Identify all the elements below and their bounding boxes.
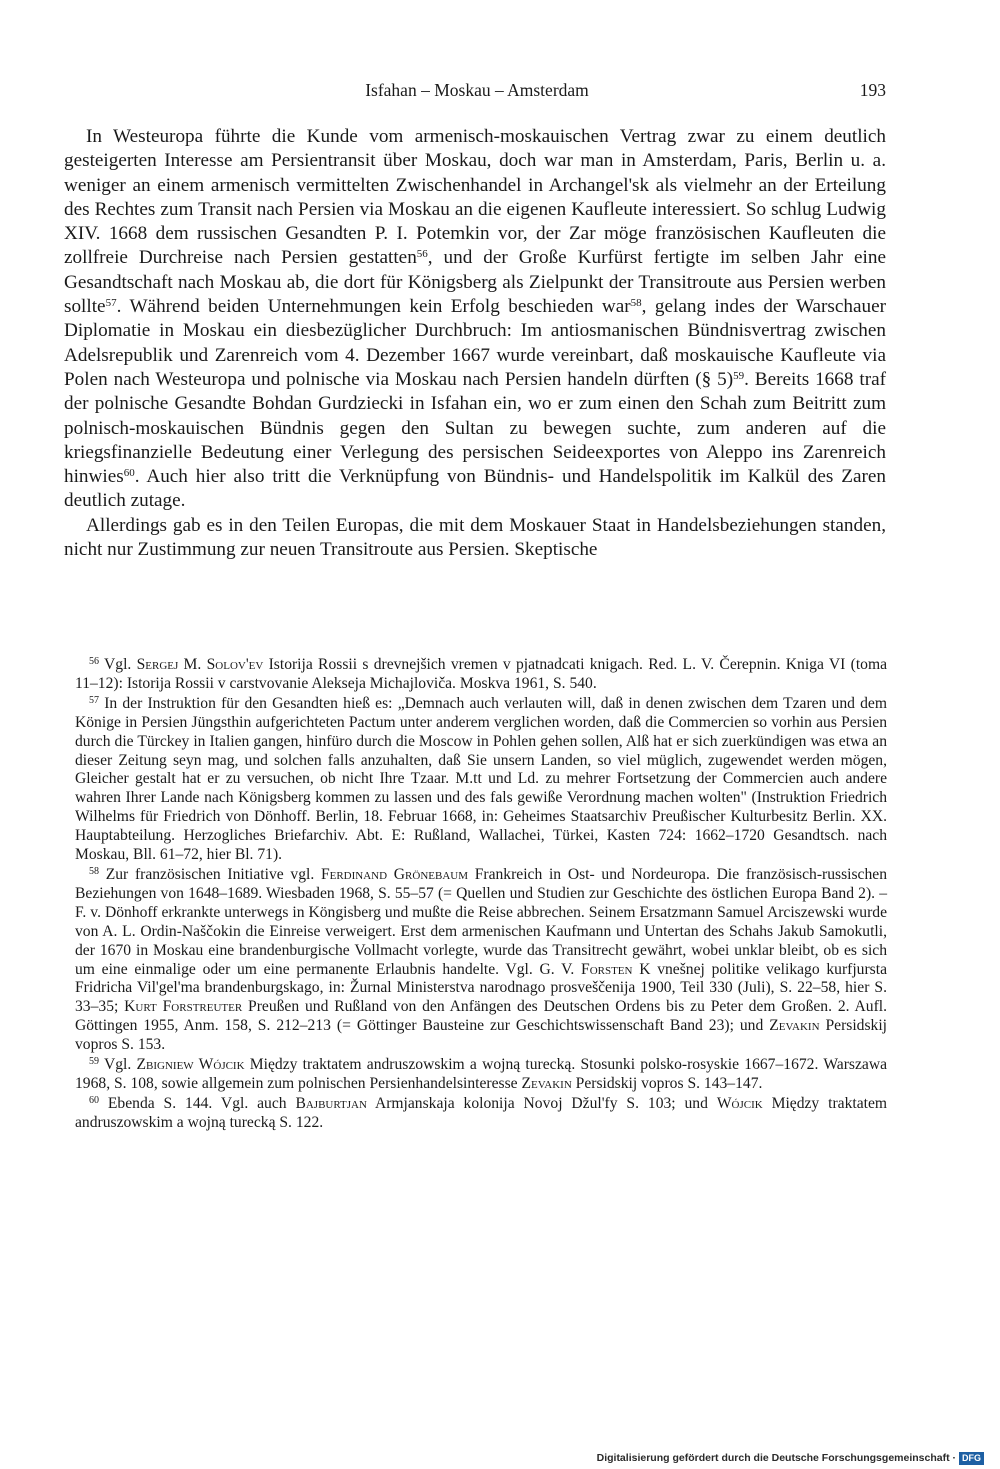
- footnote-ref-60[interactable]: 60: [123, 467, 135, 480]
- author-name: Bajburtjan: [295, 1094, 367, 1112]
- author-name: Ferdinand Grönebaum: [320, 865, 468, 883]
- text-run: Ebenda S. 144. Vgl. auch: [107, 1094, 296, 1112]
- author-name: Sergej M. Solov'ev: [136, 656, 264, 673]
- running-title: Isfahan – Moskau – Amsterdam: [365, 80, 589, 100]
- text-run: , gelang indes der Warschauer Diplomatie in Moskau ein diesbezüglicher Durchbruch: Im antiosmanischen Bündnisvertrag zwischen Adelsrepublik und Zarenreich vom 4. Dezember 1667 wurde vereinbart, daß moskauische Kaufleute via Polen nach Westeuropa und polnische via Moskau nach Persien handeln dürften (§ 5): [64, 296, 887, 390]
- paragraph-2: Allerdings gab es in den Teilen Europas, die mit dem Moskauer Staat in Handelsbeziehungen standen, nicht nur Zustimmung zur neuen Transitroute aus Persien. Skeptische: [64, 514, 886, 561]
- text-run: Istorija Rossii s drevnejšich vremen v pjatnadcati knigach. Red. L. V. Čerepnin. Kniga VI (toma 11–12): Istorija Rossii v carstvovanie Alekseja Michajloviča. Moskva 1961, S. 540.: [75, 656, 887, 692]
- footnote-59: [75, 1056, 887, 1094]
- text-run: In Westeuropa führte die Kunde vom armenisch-moskauischen Vertrag zwar zu einem deutlich gesteigerten Interesse am Persientransit über Moskau, doch war man in Amsterdam, Paris, Berlin u. a. weniger an einem armenisch vermittelten Zwischenhandel in Archangel'sk als vielmehr an der Erteilung des Rechtes zum Transit nach Persien via Moskau an die eigenen Kaufleute interessiert. So schlug Ludwig XIV. 1668 dem russischen Gesandten P. I. Potemkin vor, der Zar möge französischen Kaufleuten die zollfreie Durchreise nach Persien gestatten: [64, 126, 886, 269]
- text-run: , und der Große Kurfürst fertigte im selben Jahr eine Gesandtschaft nach Moskau ab, die dort für Königsberg als Zielpunkt der Transitroute aus Persien werben sollte: [64, 247, 886, 318]
- footnote-ref-58[interactable]: 58: [630, 297, 642, 310]
- text-run: Między traktatem andruszowskim a wojną turecką S. 122.: [75, 1094, 888, 1131]
- dfg-logo-icon: DFG: [959, 1452, 984, 1465]
- footnote-58: [75, 866, 887, 1055]
- author-name: Zevakin: [769, 1017, 820, 1035]
- page-number: 193: [859, 80, 886, 100]
- author-name: Zevakin: [521, 1074, 572, 1092]
- footnote-number: 60: [89, 1094, 99, 1106]
- author-name: Forsten: [581, 960, 633, 978]
- footnote-number: 57: [89, 694, 99, 706]
- running-head: [68, 78, 886, 102]
- paragraph-1: [64, 125, 886, 514]
- text-run: Armjanskaja kolonija Novoj Džul'fy S. 103; und: [366, 1094, 717, 1112]
- author-name: Zbigniew Wójcik: [136, 1056, 245, 1074]
- text-run: Persidskij vopros S. 153.: [75, 1017, 887, 1054]
- body-text: [64, 125, 886, 562]
- author-name: Kurt Forstreuter: [124, 998, 243, 1016]
- footnote-60: [75, 1095, 887, 1133]
- author-name: Wójcik: [716, 1094, 763, 1112]
- text-run: Zur französischen Initiative vgl.: [105, 865, 321, 883]
- text-run: Vgl.: [104, 656, 137, 673]
- footnotes: [75, 656, 887, 1134]
- footnote-56: [75, 656, 887, 694]
- footnote-ref-59[interactable]: 59: [733, 369, 745, 382]
- dfg-funding-banner: [596, 1451, 984, 1465]
- text-run: In der Instruktion für den Gesandten hieß es: „Demnach auch verlauten will, daß in denen zwischen dem Tzaren und dem Könige in Persien Jüngsthin aufgerichteten Pactum unter anderem verglichen worden, daß die Commercien so vorhin aus Persien durch die Türckey in Italien gangen, hinfüro durch die Moscow in Pohlen gehen sollen, Alß hat er sich zuerkündigen was etwa an dieser Zeitung seyn mag, und solchen falls anzuhalten, daß Sie unsern Landen, so viel müglich, zugewendet werden mögen, Gleicher gestalt hat er zu versuchen, ob nicht Ihre Tzaar. M.tt und Ld. zu mehrer Fortsetzung der Commercien auch andere wahren Ihrer Lande nach Königsberg kommen zu lassen und des fals gewiße Verordnung machen wolten" (Instruktion Friedrich Wilhelms für Friedrich von Dönhoff. Berlin, 18. Februar 1668, in: Geheimes Staatsarchiv Preußischer Kulturbesitz Berlin. XX. Hauptabteilung. Herzogliches Briefarchiv. Abt. E: Rußland, Wallachei, Türkei, Kasten 724: 1662–1720 Gesandtsch. nach Moskau, Bll. 61–72, hier Bl. 71).: [75, 694, 887, 864]
- text-run: . Bereits 1668 traf der polnische Gesandte Bohdan Gurdziecki in Isfahan ein, wo er zum einen den Schah zum Beitritt zum polnisch-moskauischen Bündnis gegen den Sultan zu bewegen suchte, zum anderen auf die kriegsfinanzielle Bedeutung einer Verlegung des persischen Seideexportes von Aleppo ins Zarenreich hinwies: [64, 368, 886, 488]
- text-run: K vnešnej politike velikago kurfjursta Fridricha Vil'gel'ma brandenburgskago, in: Žurnal Ministerstva narodnago prosveščenija 1900, Teil 330 (Juli), S. 22–58, hier S. 33–35;: [75, 960, 887, 1016]
- text-run: Vgl.: [103, 1056, 137, 1074]
- text-run: . Während beiden Unternehmungen kein Erfolg beschieden war: [116, 296, 631, 318]
- footnote-number: 59: [89, 1056, 99, 1068]
- text-run: Między traktatem andruszowskim a wojną turecką. Stosunki polsko-rosyskie 1667–1672. Warszawa 1968, S. 108, sowie allgemein zum polnischen Persienhandelsinteresse: [75, 1056, 887, 1092]
- text-run: Preußen und Rußland von den Anfängen des Deutschen Ordens bis zu Peter dem Großen. 2. Aufl. Göttingen 1955, Anm. 158, S. 212–213 (= Göttinger Bausteine zur Geschichtswissenschaft Band 23); und: [75, 998, 887, 1035]
- footnote-ref-57[interactable]: 57: [105, 297, 117, 310]
- footnote-number: 56: [89, 656, 99, 667]
- footnote-number: 58: [89, 865, 99, 877]
- text-run: . Auch hier also tritt die Verknüpfung von Bündnis- und Handelspolitik im Kalkül des Zaren deutlich zutage.: [64, 466, 886, 512]
- footnote-57: [75, 695, 887, 865]
- text-run: Frankreich in Ost- und Nordeuropa. Die französisch-russischen Beziehungen von 1648–1689. Wiesbaden 1968, S. 55–57 (= Quellen und Studien zur Geschichte des östlichen Europa Band 2). – F. v. Dönhoff erkrankte unterwegs in Köngisberg und mußte die Reise abbrechen. Seinem Ersatzmann Samuel Arciszewski wurde von A. L. Ordin-Naščokin die Einreise verweigert. Erst dem armenischen Kaufmann und Untertan des Schahs Jakub Samokutli, der 1670 in Moskau eine brandenburgische Vollmacht vorlegte, wurde das Transitrecht gewährt, wobei unklar bleibt, ob es sich um eine einmalige oder um eine permanente Erlaubnis handelte. Vgl. G. V.: [75, 865, 887, 978]
- footnote-ref-56[interactable]: 56: [416, 248, 428, 261]
- text-run: Persidskij vopros S. 143–147.: [571, 1074, 763, 1092]
- dfg-funding-text: Digitalisierung gefördert durch die Deutsche Forschungsgemeinschaft ·: [596, 1452, 956, 1464]
